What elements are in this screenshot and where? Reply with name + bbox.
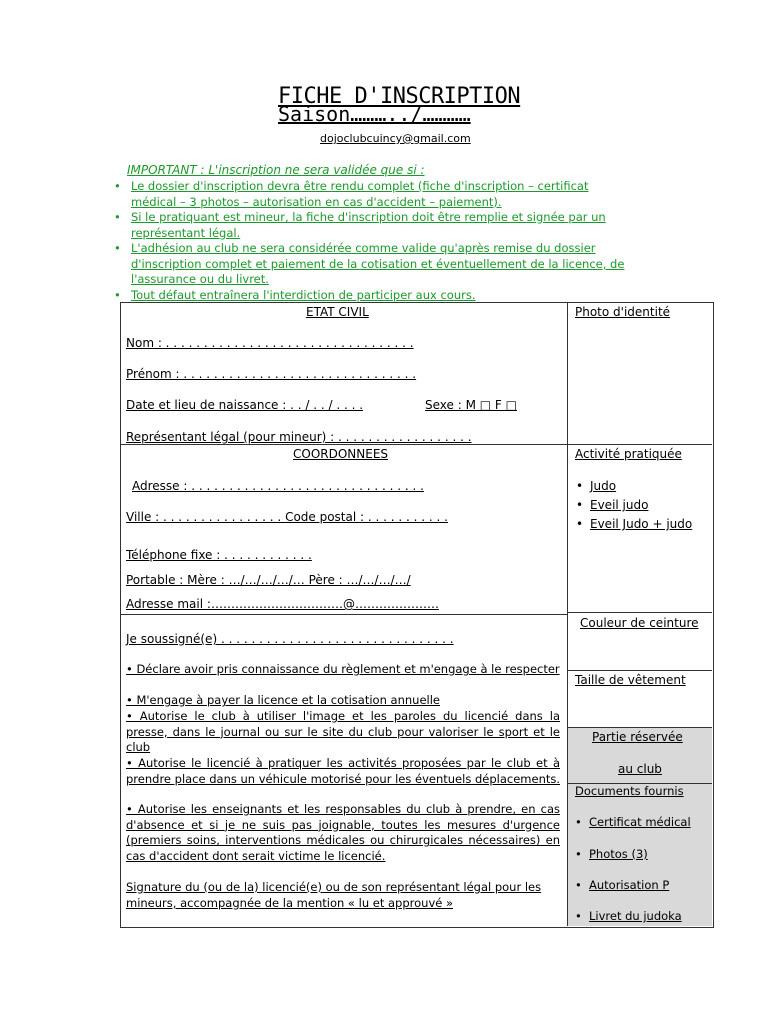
important-bullet-4: • Tout défaut entraînera l'interdiction de participer aux cours. xyxy=(114,288,476,302)
doc-livret[interactable]: • Livret du judoka xyxy=(575,909,682,923)
engagement-item-4: • Autorise le licencié à pratiquer les activités proposées par le club et à prendre place dans un véhicule motorisé pour les éventuels déplacements. xyxy=(126,756,561,786)
activite-heading: Activité pratiquée xyxy=(575,447,682,461)
engagement-item-2: • M'engage à payer la licence et la cotisation annuelle xyxy=(126,693,440,707)
club-email[interactable]: dojoclubcuincy@gmail.com xyxy=(320,132,471,145)
important-bullet-3: • L'adhésion au club ne sera considérée comme valide qu'après remise du dossier d'inscription complet et paiement de la cotisation et éventuellement de la licence, de l'assurance ou du livret. xyxy=(114,241,625,286)
important-bullet-1: • Le dossier d'inscription devra être rendu complet (fiche d'inscription – certificat médical – 3 photos – autorisation en cas d'accident – paiement). xyxy=(114,179,589,209)
engagement-item-5: • Autorise les enseignants et les responsables du club à prendre, en cas d'absence et si je ne suis pas joignable, toutes les mesures d'urgence (premiers soins, interventions médicales ou chirurgicales nécessaires) en cas d'accident dont serait victime le licencié. xyxy=(126,802,560,863)
portable-field[interactable]: Portable : Mère : …/…/…/…/… Père : …/…/…/…/ xyxy=(126,573,411,587)
representant-field[interactable]: Représentant légal (pour mineur) : . . . . . . . . . . . . . . . . . . xyxy=(126,430,472,444)
naissance-field[interactable]: Date et lieu de naissance : . . / . . / . . . . xyxy=(126,398,364,412)
reserve-label-2: au club xyxy=(618,762,662,776)
activite-eveil-judo-judo[interactable]: • Eveil Judo + judo xyxy=(576,517,693,531)
season-line: Saison………../………… xyxy=(278,102,471,126)
telephone-field[interactable]: Téléphone fixe : . . . . . . . . . . . . xyxy=(126,548,312,562)
divider-right-1 xyxy=(568,612,712,613)
divider-etat-coordonnees xyxy=(120,444,712,445)
coordonnees-heading: COORDONNEES xyxy=(293,447,389,461)
vetement-label[interactable]: Taille de vêtement xyxy=(575,673,686,687)
engagement-item-1: • Déclare avoir pris connaissance du règlement et m'engage à le respecter xyxy=(126,662,560,676)
photo-label: Photo d'identité xyxy=(575,305,671,319)
nom-field[interactable]: Nom : . . . . . . . . . . . . . . . . . . . . . . . . . . . . . . . . . xyxy=(126,336,414,350)
prenom-field[interactable]: Prénom : . . . . . . . . . . . . . . . . . . . . . . . . . . . . . . . xyxy=(126,367,417,381)
divider-right-2 xyxy=(568,670,712,671)
ville-field[interactable]: Ville : . . . . . . . . . . . . . . . . Code postal : . . . . . . . . . . . xyxy=(126,510,448,524)
soussigne-field[interactable]: Je soussigné(e) . . . . . . . . . . . . . . . . . . . . . . . . . . . . . . . xyxy=(126,632,454,646)
important-bullet-2: • Si le pratiquant est mineur, la fiche d'inscription doit être remplie et signée par un représentant légal. xyxy=(114,210,606,240)
engagement-item-3: • Autorise le club à utiliser l'image et les paroles du licencié dans la presse, dans le journal ou sur le site du club pour valoriser le sport et le club xyxy=(126,709,560,755)
etat-civil-heading: ETAT CIVIL xyxy=(306,305,369,319)
divider-coordonnees-engagement xyxy=(120,614,568,615)
page-title: FICHE D'INSCRIPTION xyxy=(278,84,521,109)
doc-photos[interactable]: • Photos (3) xyxy=(575,847,648,861)
important-heading: IMPORTANT : L'inscription ne sera validée que si : xyxy=(127,163,425,177)
ceinture-label[interactable]: Couleur de ceinture xyxy=(580,616,699,630)
reserve-label-1: Partie réservée xyxy=(592,730,683,744)
divider-right-3 xyxy=(568,727,712,728)
signature-line[interactable]: Signature du (ou de la) licencié(e) ou de son représentant légal pour les mineurs, accompagnée de la mention « lu et approuvé » xyxy=(126,880,542,910)
doc-autorisation[interactable]: • Autorisation P xyxy=(575,878,670,892)
adresse-field[interactable]: Adresse : . . . . . . . . . . . . . . . . . . . . . . . . . . . . . . . xyxy=(132,479,424,493)
adresse-mail-field[interactable]: Adresse mail :……………………………@………………… xyxy=(126,597,439,611)
activite-judo[interactable]: • Judo xyxy=(576,479,617,493)
documents-label: Documents fournis xyxy=(575,784,684,798)
activite-eveil-judo[interactable]: • Eveil judo xyxy=(576,498,649,512)
doc-certificat[interactable]: • Certificat médical xyxy=(575,815,691,829)
sexe-field[interactable]: Sexe : M □ F □ xyxy=(425,398,517,412)
